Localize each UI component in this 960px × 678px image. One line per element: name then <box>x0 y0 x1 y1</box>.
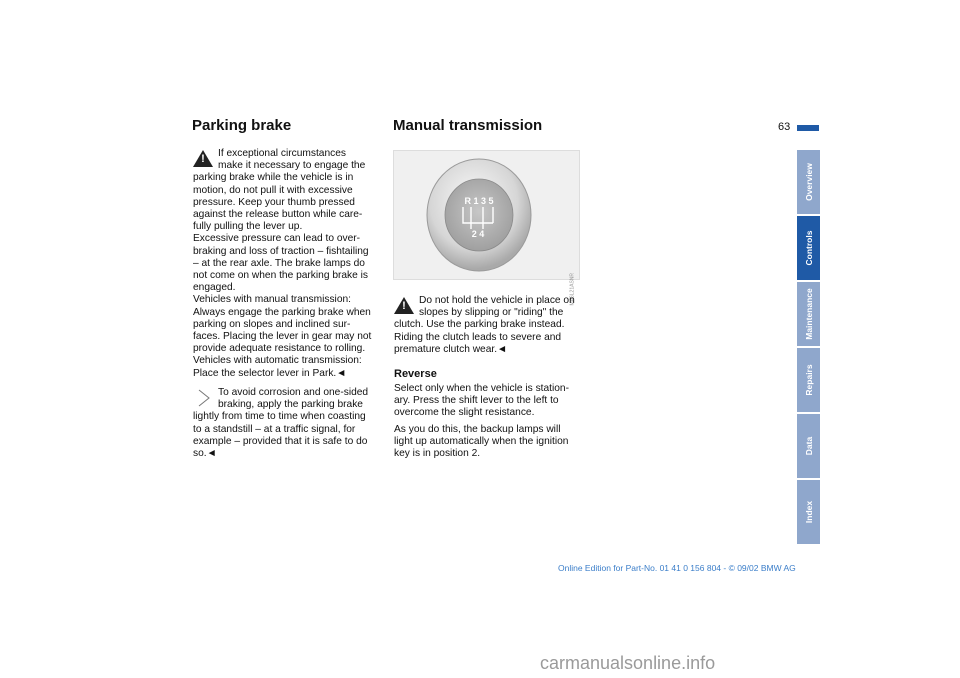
text-line: Vehicles with manual transmission: <box>193 294 351 306</box>
page-number-bar <box>797 125 819 131</box>
warning-icon: ! <box>193 150 213 168</box>
text-line: If exceptional circumstances <box>218 148 346 159</box>
text-line: Select only when the vehicle is station- <box>394 383 569 394</box>
text-line: As you do this, the backup lamps will <box>394 424 561 435</box>
tab-data[interactable] <box>797 414 820 478</box>
page-number: 63 <box>778 121 791 133</box>
text-line: braking and loss of traction – fishtailing <box>193 245 369 257</box>
text-line: – at the rear axle. The brake lamps do <box>193 257 365 269</box>
tab-label: Maintenance <box>803 288 814 340</box>
parking-brake-warning-text <box>193 148 383 380</box>
text-line: To avoid corrosion and one-sided <box>218 387 369 398</box>
text-line: braking, apply the parking brake <box>218 399 363 411</box>
text-line: clutch. Use the parking brake instead. <box>394 319 565 331</box>
tab-maintenance[interactable] <box>797 282 820 346</box>
clutch-warning-text <box>394 295 584 356</box>
text-line: Place the selector lever in Park.◄ <box>193 367 347 379</box>
text-line: to a standstill – at a traffic signal, for <box>193 423 356 435</box>
reverse-paragraph-1 <box>394 383 584 420</box>
text-line: example – provided that it is safe to do <box>193 435 368 447</box>
shift-pattern-bottom: 2 4 <box>471 229 485 239</box>
tab-controls[interactable] <box>797 216 820 280</box>
text-line: premature clutch wear.◄ <box>394 343 508 355</box>
text-line: lightly from time to time when coasting <box>193 411 366 423</box>
text-line: parking on slopes and inclined sur- <box>193 318 351 330</box>
text-line: parking brake while the vehicle is in <box>193 172 354 184</box>
text-line: pressure. Keep your thumb pressed <box>193 196 355 208</box>
text-line: provide adequate resistance to rolling. <box>193 343 366 355</box>
text-line: make it necessary to engage the <box>218 160 366 172</box>
shift-pattern-top: R 1 3 5 <box>464 196 494 206</box>
text-line: Always engage the parking brake when <box>193 306 371 318</box>
text-line: fully pulling the lever up. <box>193 221 303 233</box>
tab-label: Overview <box>803 163 814 201</box>
text-line: against the release button while care- <box>193 209 363 221</box>
text-line: not come on when the parking brake is <box>193 270 368 282</box>
text-line: Riding the clutch leads to severe and <box>394 331 562 343</box>
text-line: faces. Placing the lever in gear may not <box>193 331 372 343</box>
text-line: Excessive pressure can lead to over- <box>193 233 361 245</box>
shift-knob-illustration <box>394 151 579 279</box>
text-line: Vehicles with automatic transmission: <box>193 355 362 367</box>
warning-icon: ! <box>394 297 414 315</box>
tab-index[interactable] <box>797 480 820 544</box>
text-line: Do not hold the vehicle in place on <box>419 295 575 306</box>
reverse-paragraph-2 <box>394 424 584 461</box>
text-line: light up automatically when the ignition <box>394 436 569 448</box>
tab-label: Repairs <box>803 364 814 396</box>
tab-repairs[interactable] <box>797 348 820 412</box>
text-line: key is in position 2. <box>394 448 481 460</box>
footer-edition-note: Online Edition for Part-No. 01 41 0 156 804 - © 09/02 BMW AG <box>558 563 796 573</box>
text-line: so.◄ <box>193 448 217 460</box>
text-line: engaged. <box>193 282 236 294</box>
subheading-reverse: Reverse <box>394 368 437 380</box>
text-line: slopes by slipping or "riding" the <box>419 307 564 319</box>
watermark: carmanualsonline.info <box>540 653 716 673</box>
text-line: overcome the slight resistance. <box>394 407 535 419</box>
section-heading-parking-brake: Parking brake <box>192 117 292 134</box>
text-line: ary. Press the shift lever to the left to <box>394 395 559 407</box>
figure-id: MA6L21ASNR <box>570 273 576 306</box>
tab-label: Index <box>803 500 814 524</box>
tab-label: Data <box>803 436 814 456</box>
section-tabs <box>797 150 820 546</box>
tab-label: Controls <box>803 230 814 266</box>
text-line: motion, do not pull it with excessive <box>193 184 353 196</box>
tab-overview[interactable] <box>797 150 820 214</box>
section-heading-manual-transmission: Manual transmission <box>393 117 543 134</box>
parking-brake-note-text <box>193 387 383 460</box>
